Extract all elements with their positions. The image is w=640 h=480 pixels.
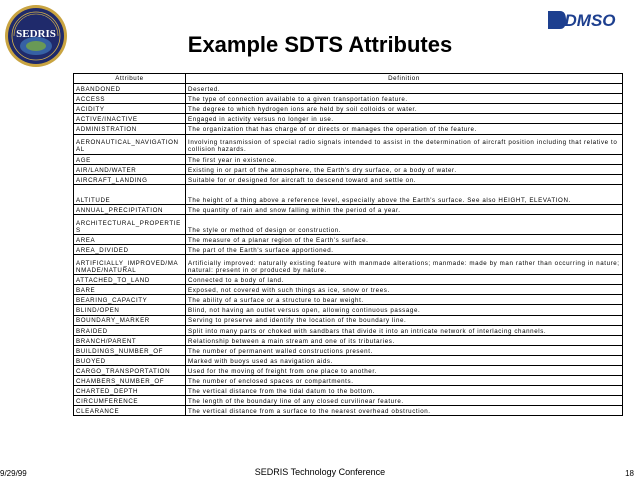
page-title: Example SDTS Attributes [187,32,453,57]
definition-cell: Blind, not having an outlet versus open, allowing continuous passage. [186,305,623,315]
attribute-cell: AGE [74,154,186,164]
table-row [74,295,623,305]
attribute-cell: ADMINISTRATION [74,124,186,134]
attribute-cell: ACCESS [74,94,186,104]
table-row [74,305,623,315]
attribute-cell: CHAMBERS_NUMBER_OF [74,376,186,386]
definition-cell: The organization that has charge of or directs or manages the operation of the feature. [186,124,623,134]
table-row [74,365,623,375]
attribute-cell: AREA_DIVIDED [74,245,186,255]
table-row [74,174,623,184]
attribute-cell: ANNUAL_PRECIPITATION [74,204,186,214]
definition-cell: The vertical distance from a surface to the nearest overhead obstruction. [186,406,623,416]
definition-cell: Involving transmission of special radio signals intended to assist in the determination of aircraft position including that relative to collision hazards. [186,134,623,154]
attribute-cell: BARE [74,285,186,295]
attribute-cell: ACTIVE/INACTIVE [74,114,186,124]
attribute-cell: AIR/LAND/WATER [74,164,186,174]
table-row [74,245,623,255]
table-row [74,285,623,295]
table-row [74,84,623,94]
definition-cell: The length of the boundary line of any closed curvilinear feature. [186,396,623,406]
definition-cell: Marked with buoys used as navigation aids. [186,355,623,365]
table-row [74,124,623,134]
page-number: 18 [625,469,634,478]
definition-cell: Deserted. [186,84,623,94]
attribute-cell: CLEARANCE [74,406,186,416]
definition-cell: Artificially improved: naturally existing feature with manmade alterations; manmade: made by man rather than occurring in nature; natural: present in or produced by nature. [186,255,623,275]
attribute-cell: BUOYED [74,355,186,365]
table-body [74,84,623,416]
table-row [74,134,623,154]
attribute-cell: AREA [74,234,186,244]
definition-cell: Suitable for or designed for aircraft to descend toward and settle on. [186,174,623,184]
table-row [74,315,623,325]
table-row [74,94,623,104]
attribute-cell: ALTITUDE [74,184,186,204]
table-row [74,154,623,164]
table-row [74,214,623,234]
table-row [74,386,623,396]
table-row [74,396,623,406]
definition-cell: Engaged in activity versus no longer in use. [186,114,623,124]
attribute-cell: ATTACHED_TO_LAND [74,275,186,285]
column-header-attribute: Attribute [74,74,186,84]
definition-cell: Connected to a body of land. [186,275,623,285]
attribute-cell: BLIND/OPEN [74,305,186,315]
definition-cell: The height of a thing above a reference level, especially above the Earth's surface. See also HEIGHT, ELEVATION. [186,184,623,204]
table-row [74,255,623,275]
definition-cell: The vertical distance from the tidal datum to the bottom. [186,386,623,396]
table-row [74,406,623,416]
definition-cell: The number of permanent walled constructions present. [186,345,623,355]
attribute-cell: ARCHITECTURAL_PROPERTIES [74,214,186,234]
definition-cell: Serving to preserve and identify the location of the boundary line. [186,315,623,325]
table-row [74,376,623,386]
definition-cell: The ability of a surface or a structure to bear weight. [186,295,623,305]
table-row [74,345,623,355]
definition-cell: The number of enclosed spaces or compartments. [186,376,623,386]
definition-cell: The style or method of design or construction. [186,214,623,234]
seal-text: SEDRIS [16,28,56,40]
table-row [74,335,623,345]
attribute-cell: AERONAUTICAL_NAVIGATIONAL [74,134,186,154]
attribute-cell: BUILDINGS_NUMBER_OF [74,345,186,355]
definition-cell: The degree to which hydrogen ions are held by soil colloids or water. [186,104,623,114]
table-row [74,204,623,214]
attribute-cell: CARGO_TRANSPORTATION [74,365,186,375]
table-row [74,325,623,335]
table-row [74,104,623,114]
attribute-cell: AIRCRAFT_LANDING [74,174,186,184]
column-header-definition: Definition [186,74,623,84]
footer-date: 9/29/99 [0,469,27,478]
table-row [74,275,623,285]
attribute-cell: ACIDITY [74,104,186,114]
table-row [74,355,623,365]
table-row [74,114,623,124]
footer-conference: SEDRIS Technology Conference [254,467,386,477]
definition-cell: The type of connection available to a given transportation feature. [186,94,623,104]
attribute-cell: BRAIDED [74,325,186,335]
attribute-cell: ARTIFICIALLY_IMPROVED/MANMADE/NATURAL [74,255,186,275]
attribute-cell: ABANDONED [74,84,186,94]
table-row [74,234,623,244]
definition-cell: The first year in existence. [186,154,623,164]
definition-cell: Relationship between a main stream and one of its tributaries. [186,335,623,345]
dmso-text: DMSO [564,11,616,30]
dmso-logo [546,8,632,32]
definition-cell: The part of the Earth's surface apportioned. [186,245,623,255]
definition-cell: Used for the moving of freight from one place to another. [186,365,623,375]
definition-cell: The quantity of rain and snow falling within the period of a year. [186,204,623,214]
definition-cell: Exposed, not covered with such things as ice, snow or trees. [186,285,623,295]
attributes-table [73,73,623,416]
table-row [74,184,623,204]
definition-cell: Split into many parts or choked with sandbars that divide it into an intricate network of interlacing channels. [186,325,623,335]
table-header-row [74,74,623,84]
attribute-cell: BEARING_CAPACITY [74,295,186,305]
definition-cell: The measure of a planar region of the Earth's surface. [186,234,623,244]
attribute-cell: BOUNDARY_MARKER [74,315,186,325]
attribute-cell: BRANCH/PARENT [74,335,186,345]
definition-cell: Existing in or part of the atmosphere, the Earth's dry surface, or a body of water. [186,164,623,174]
attribute-cell: CIRCUMFERENCE [74,396,186,406]
attribute-cell: CHARTED_DEPTH [74,386,186,396]
table-row [74,164,623,174]
